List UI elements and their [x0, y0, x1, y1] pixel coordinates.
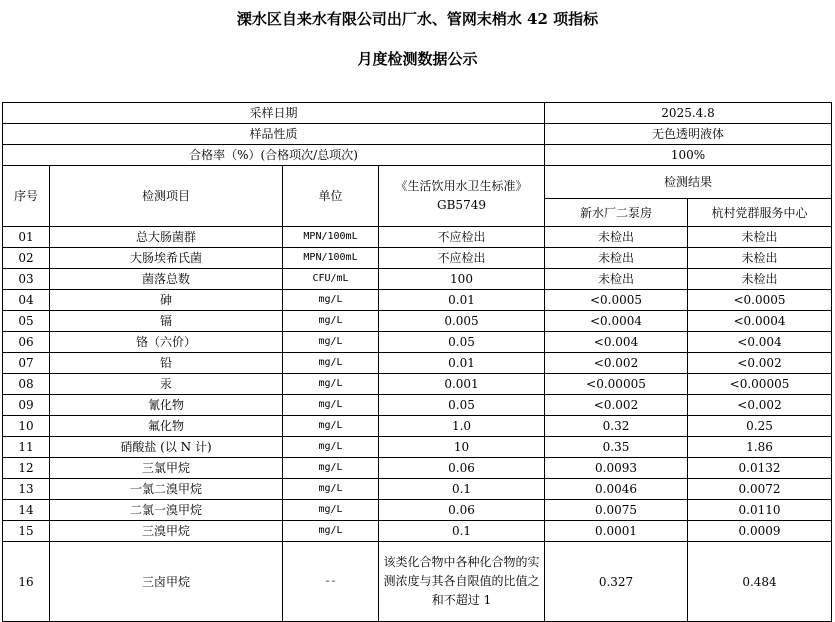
row-result-site1: 未检出 [545, 227, 688, 248]
col-header-standard [379, 166, 545, 227]
row-result-site2: <0.004 [688, 332, 832, 353]
row-standard: 该类化合物中各种化合物的实测浓度与其各自限值的比值之和不超过 1 [379, 542, 545, 622]
row-result-site1: <0.00005 [545, 374, 688, 395]
row-result-site1: 0.0001 [545, 521, 688, 542]
row-result-site1: 0.327 [545, 542, 688, 622]
row-unit: mg/L [283, 353, 379, 374]
row-item: 镉 [50, 311, 283, 332]
row-item: 砷 [50, 290, 283, 311]
pass-rate-label: 合格率（%）(合格项次/总项次) [3, 145, 545, 166]
row-result-site1: 未检出 [545, 248, 688, 269]
table-row [3, 395, 832, 416]
row-standard: 1.0 [379, 416, 545, 437]
row-item: 三卤甲烷 [50, 542, 283, 622]
row-unit: mg/L [283, 500, 379, 521]
row-standard: 0.05 [379, 395, 545, 416]
table-row [3, 269, 832, 290]
row-unit: mg/L [283, 374, 379, 395]
row-result-site1: <0.0004 [545, 311, 688, 332]
row-standard: 0.005 [379, 311, 545, 332]
row-item: 总大肠菌群 [50, 227, 283, 248]
row-seq: 13 [3, 479, 50, 500]
row-standard: 0.06 [379, 500, 545, 521]
row-standard: 0.1 [379, 521, 545, 542]
row-result-site1: 0.32 [545, 416, 688, 437]
table-row [3, 290, 832, 311]
row-item: 氰化物 [50, 395, 283, 416]
row-unit: CFU/mL [283, 269, 379, 290]
table-row [3, 374, 832, 395]
row-item: 大肠埃希氏菌 [50, 248, 283, 269]
row-unit: mg/L [283, 416, 379, 437]
table-row [3, 521, 832, 542]
sample-date-label: 采样日期 [3, 103, 545, 124]
row-unit: mg/L [283, 479, 379, 500]
table-row [3, 332, 832, 353]
row-result-site2: 0.0132 [688, 458, 832, 479]
row-standard: 0.06 [379, 458, 545, 479]
row-seq: 11 [3, 437, 50, 458]
row-result-site1: <0.002 [545, 395, 688, 416]
row-seq: 04 [3, 290, 50, 311]
sample-type-row [3, 124, 832, 145]
row-unit: mg/L [283, 311, 379, 332]
row-unit: mg/L [283, 332, 379, 353]
row-unit: mg/L [283, 521, 379, 542]
row-result-site2: 0.0110 [688, 500, 832, 521]
document-title: 溧水区自来水有限公司出厂水、管网末梢水 42 项指标 [236, 10, 599, 28]
col-header-site1: 新水厂二泵房 [545, 199, 688, 227]
row-unit: mg/L [283, 290, 379, 311]
row-result-site1: 0.0075 [545, 500, 688, 521]
col-header-unit: 单位 [283, 166, 379, 227]
col-header-item: 检测项目 [50, 166, 283, 227]
water-quality-table [2, 102, 832, 622]
row-item: 硝酸盐 (以 N 计) [50, 437, 283, 458]
sample-date-value: 2025.4.8 [545, 103, 832, 124]
document-subtitle: 月度检测数据公示 [357, 50, 478, 68]
row-result-site1: <0.0005 [545, 290, 688, 311]
row-unit: mg/L [283, 395, 379, 416]
table-row [3, 500, 832, 521]
sample-date-row [3, 103, 832, 124]
row-result-site2: 0.25 [688, 416, 832, 437]
row-result-site1: <0.004 [545, 332, 688, 353]
col-header-site2: 杭村党群服务中心 [688, 199, 832, 227]
row-seq: 07 [3, 353, 50, 374]
row-seq: 06 [3, 332, 50, 353]
row-result-site2: 0.0072 [688, 479, 832, 500]
row-seq: 05 [3, 311, 50, 332]
row-item: 二氯一溴甲烷 [50, 500, 283, 521]
row-item: 一氯二溴甲烷 [50, 479, 283, 500]
table-row [3, 248, 832, 269]
row-item: 三氯甲烷 [50, 458, 283, 479]
row-result-site2: <0.00005 [688, 374, 832, 395]
row-standard: 10 [379, 437, 545, 458]
row-unit: -- [283, 542, 379, 622]
row-seq: 09 [3, 395, 50, 416]
row-result-site1: 0.35 [545, 437, 688, 458]
row-standard: 0.01 [379, 353, 545, 374]
row-standard: 不应检出 [379, 227, 545, 248]
row-seq: 01 [3, 227, 50, 248]
row-item: 菌落总数 [50, 269, 283, 290]
table-row [3, 416, 832, 437]
pass-rate-row [3, 145, 832, 166]
col-header-seq: 序号 [3, 166, 50, 227]
row-item: 铅 [50, 353, 283, 374]
col-header-standard-line2: GB5749 [437, 198, 486, 212]
row-unit: MPN/100mL [283, 248, 379, 269]
table-row [3, 542, 832, 622]
row-item: 三溴甲烷 [50, 521, 283, 542]
row-unit: mg/L [283, 437, 379, 458]
row-seq: 02 [3, 248, 50, 269]
row-result-site2: 0.484 [688, 542, 832, 622]
table-row [3, 458, 832, 479]
sample-type-value: 无色透明液体 [545, 124, 832, 145]
row-result-site1: 0.0046 [545, 479, 688, 500]
row-unit: mg/L [283, 458, 379, 479]
row-result-site2: 未检出 [688, 227, 832, 248]
pass-rate-value: 100% [545, 145, 832, 166]
row-result-site2: <0.0004 [688, 311, 832, 332]
row-standard: 不应检出 [379, 248, 545, 269]
table-row [3, 353, 832, 374]
row-result-site2: 0.0009 [688, 521, 832, 542]
row-seq: 10 [3, 416, 50, 437]
header-row [3, 166, 832, 199]
row-seq: 08 [3, 374, 50, 395]
row-seq: 16 [3, 542, 50, 622]
table-row [3, 479, 832, 500]
row-seq: 14 [3, 500, 50, 521]
row-result-site1: 未检出 [545, 269, 688, 290]
row-item: 氟化物 [50, 416, 283, 437]
row-result-site1: <0.002 [545, 353, 688, 374]
row-standard: 0.01 [379, 290, 545, 311]
row-result-site2: 1.86 [688, 437, 832, 458]
row-seq: 15 [3, 521, 50, 542]
col-header-results: 检测结果 [545, 166, 832, 199]
row-result-site2: <0.0005 [688, 290, 832, 311]
row-seq: 12 [3, 458, 50, 479]
col-header-standard-line1: 《生活饮用水卫生标准》 [395, 179, 528, 193]
row-standard: 0.1 [379, 479, 545, 500]
row-result-site2: 未检出 [688, 269, 832, 290]
row-unit: MPN/100mL [283, 227, 379, 248]
row-seq: 03 [3, 269, 50, 290]
table-row [3, 227, 832, 248]
table-row [3, 311, 832, 332]
row-result-site1: 0.0093 [545, 458, 688, 479]
row-standard: 0.05 [379, 332, 545, 353]
row-item: 汞 [50, 374, 283, 395]
row-standard: 100 [379, 269, 545, 290]
sample-type-label: 样品性质 [3, 124, 545, 145]
table-row [3, 437, 832, 458]
row-standard: 0.001 [379, 374, 545, 395]
row-item: 铬（六价） [50, 332, 283, 353]
row-result-site2: <0.002 [688, 395, 832, 416]
row-result-site2: 未检出 [688, 248, 832, 269]
row-result-site2: <0.002 [688, 353, 832, 374]
